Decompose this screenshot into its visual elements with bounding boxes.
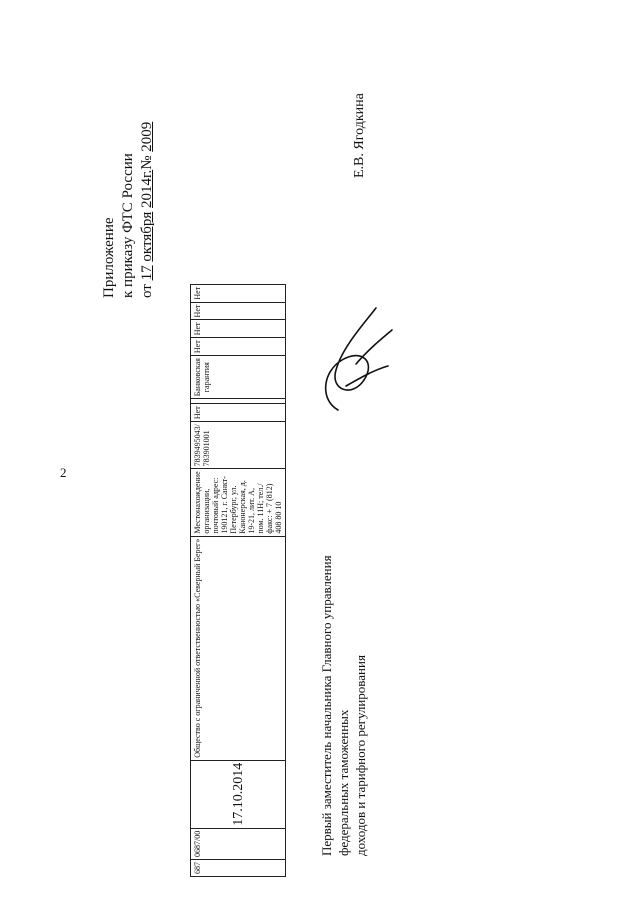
cell-org: Общество с ограниченной ответственностью «Северный Берег» <box>191 536 286 760</box>
signature <box>316 300 396 415</box>
cell-col-e: Нет <box>191 302 286 320</box>
date-day: 17 <box>139 265 155 281</box>
cell-code: 0687/00 <box>191 828 286 859</box>
order-number: 2009 <box>139 121 155 152</box>
number-label: № <box>139 155 155 170</box>
table-row <box>191 284 286 876</box>
signatory-position-line2: федеральных таможенных <box>336 709 351 856</box>
cell-address: Местонахождение организации, почтовый адрес: 190121, г. Санкт-Петербург, ул. Канонерская, д. 19-21, лит. А, пом. 11Н; тел./факс: + 7 (812) 408 80 10 <box>191 469 286 536</box>
cell-guarantee: Банковская гарантия <box>191 356 286 399</box>
date-year: 2014г. <box>139 169 155 208</box>
cell-col-d: Нет <box>191 320 286 338</box>
cell-date: 17.10.2014 <box>191 760 286 828</box>
signer-name: Е.В. Ягодкина <box>352 93 367 178</box>
appendix-order-ref: к приказу ФТС России <box>120 153 136 298</box>
appendix-header <box>100 122 157 298</box>
date-prefix: от <box>139 284 155 298</box>
appendix-title: Приложение <box>101 217 117 298</box>
page-number: 2 <box>60 465 67 480</box>
cell-col-b <box>191 399 286 404</box>
cell-col-a: Нет <box>191 404 286 422</box>
cell-inn: 7839495043/ 783901001 <box>191 422 286 469</box>
appendix-date-line <box>138 122 157 298</box>
registry-table <box>190 284 286 877</box>
cell-col-f: Нет <box>191 284 286 302</box>
signatory-block <box>318 555 369 856</box>
date-month: октября <box>139 211 155 262</box>
cell-num: 687 <box>191 860 286 877</box>
signatory-position-line3: доходов и тарифного регулирования <box>353 655 368 856</box>
cell-col-c: Нет <box>191 338 286 356</box>
signatory-position-line1: Первый заместитель начальника Главного управления <box>319 555 334 856</box>
